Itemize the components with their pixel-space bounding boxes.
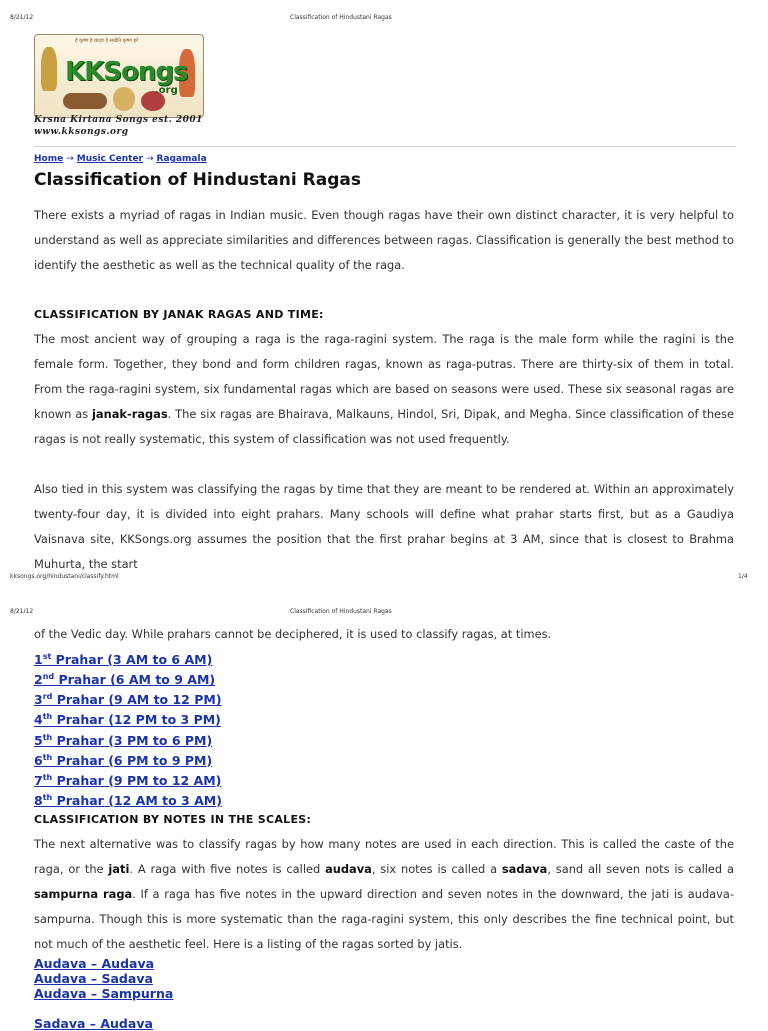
janak-ragas-term: janak-ragas	[92, 407, 168, 421]
kksongs-logo[interactable]	[34, 34, 204, 118]
section-heading-notes: CLASSIFICATION BY NOTES IN THE SCALES:	[34, 813, 312, 826]
intro-paragraph: There exists a myriad of ragas in Indian music. Even though ragas have their own distinct character, it is very helpful to understand as well as appreciate similarities and differences between ragas. Classification is generally the best method to identify the aesthetic as well as the technical quality of the raga.	[34, 208, 734, 272]
section-heading-janak: CLASSIFICATION BY JANAK RAGAS AND TIME:	[34, 308, 324, 321]
logo-text: KKSongs	[65, 57, 188, 87]
jati-link[interactable]: Audava – Sadava	[34, 971, 153, 986]
logo-org: .org	[155, 85, 178, 96]
prahar-link[interactable]: 4th Prahar (12 PM to 3 PM)	[34, 712, 221, 728]
prahar-link-list	[34, 648, 222, 809]
kartal-icon	[113, 87, 135, 111]
site-url: www.kksongs.org	[34, 127, 129, 137]
prahar-link[interactable]: 6th Prahar (6 PM to 9 PM)	[34, 752, 213, 768]
breadcrumb-home-link[interactable]: Home	[34, 154, 64, 164]
arrow-right-icon: →	[145, 154, 154, 164]
mridanga-drum-icon	[63, 93, 107, 109]
prahar-link[interactable]: 8th Prahar (12 AM to 3 AM)	[34, 793, 222, 809]
prahar-link[interactable]: 1st Prahar (3 AM to 6 AM)	[34, 652, 213, 668]
jati-link-list	[34, 956, 173, 1031]
prahar-link[interactable]: 3rd Prahar (9 AM to 12 PM)	[34, 692, 222, 708]
prahar-link[interactable]: 5th Prahar (3 PM to 6 PM)	[34, 732, 213, 748]
print-date: 8/21/12	[10, 14, 34, 21]
print-date: 8/21/12	[10, 608, 34, 615]
jati-link[interactable]: Audava – Sampurna	[34, 986, 174, 1001]
print-title: Classification of Hindustani Ragas	[290, 14, 392, 21]
breadcrumb-music-center-link[interactable]: Music Center	[76, 154, 143, 164]
dancer-figure-left	[41, 47, 57, 91]
prahar-link[interactable]: 7th Prahar (9 PM to 12 AM)	[34, 772, 222, 789]
prahar-link[interactable]: 2nd Prahar (6 AM to 9 AM)	[34, 672, 216, 688]
jati-paragraph: The next alternative was to classify ragas by how many notes are used in each direction. This is called the caste of the raga, or the jati. A raga with five notes is called audava, six notes is called a sadava, sand all seven nots is called a sampurna raga. If a raga has five notes in the upward direction and seven notes in the downward, the jati is audava-sampurna. Though this is more systematic than the raga-ragini system, this only describes the fine technical point, but not much of the aesthetic feel. Here is a listing of the ragas sorted by jatis.	[34, 837, 734, 951]
breadcrumb-ragamala-link[interactable]: Ragamala	[156, 154, 207, 164]
breadcrumb	[34, 154, 207, 164]
jati-link[interactable]: Audava – Audava	[34, 956, 155, 971]
print-url: kksongs.org/hindustani/classify.html	[10, 573, 119, 580]
page-title: Classification of Hindustani Ragas	[34, 170, 361, 190]
arrow-right-icon: →	[66, 154, 74, 164]
logo-script: हे कृष्ण हे यादव हे सखेति कृष्ण हरे	[75, 38, 139, 44]
jati-link[interactable]: Sadava – Audava	[34, 1016, 153, 1031]
print-title: Classification of Hindustani Ragas	[290, 608, 392, 615]
janak-paragraph: The most ancient way of grouping a raga is the raga-ragini system. The raga is the male form while the ragini is the female form. Together, they bond and form children ragas, known as raga-putras. There are thirty-six of them in total. From the raga-ragini system, six fundamental ragas which are based on seasons were used. These six seasonal ragas are known as janak-ragas. The six ragas are Bhairava, Malkauns, Hindol, Sri, Dipak, and Megha. Since classification of these ragas is not really systematic, this system of classification was not used frequently.	[34, 332, 734, 446]
tagline: Krsna Kirtana Songs est. 2001	[34, 115, 203, 125]
divider	[34, 146, 736, 147]
page-number: 1/4	[738, 573, 748, 580]
prahar-paragraph-part2: of the Vedic day. While prahars cannot be deciphered, it is used to classify ragas, at times.	[34, 627, 552, 641]
prahar-paragraph-part1: Also tied in this system was classifying the ragas by time that they are meant to be rendered at. Within an approximately twenty-four day, it is divided into eight prahars. Many schools will define what prahar starts first, but as a Gaudiya Vaisnava site, KKSongs.org assumes the position that the first prahar begins at 3 AM, since that is closest to Brahma Muhurta, the start	[34, 482, 734, 571]
